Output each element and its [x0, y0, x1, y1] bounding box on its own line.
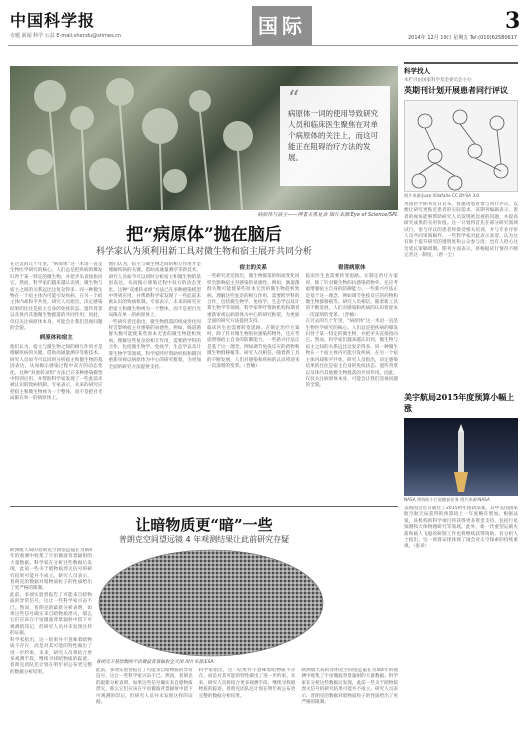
map-caption: 普朗克卫星绘制的宇宙微波背景辐射全天图 图片来源:ESA	[96, 660, 214, 665]
body-text: 一些研究者还指出，微生物群落的组成变化同样会影响宿主对感染的易感性。例如，肠道菌群失衡可能使某些原本无害的微生物趁机致病。理解这些复杂的相互作用，需要跨学科的合作，包括微生物学、免疫学、生态学以及计算生物学等领域。科学家呼吁资助机构和期刊重新审视以病原体为中心的研究框架，为更加全面的研究方法提供支持。	[108, 319, 201, 370]
sidebar-text-1: 英国医学期刊近日宣布，将邀请患者参与同行评议，以便让研究更贴近患者的实际需求。该期刊编辑表示，患者的视角能够帮助研究人员发现被忽视的问题，并提高研究成果的实用价值。这一计划将首先在部分研究领域试行。参与评议的患者将接受相关培训，并与专业评审人员共同审阅稿件。一些科学家对此表示欢迎，认为这有助于提升研究的透明度和公众参与度；也有人担心这会延长审稿周期。期刊方面表示，将根据试行情况不断完善这一制度。（唐一尘）	[404, 202, 518, 259]
masthead-subtitle: 专题 新闻 科学 公益 E-mail:shendu@stimes.cn	[10, 33, 122, 39]
body-text: 科学家指出，这一结果并不意味着暗物质不存在，而是对其可能的特性做出了进一步约束。未来，研究人员将结合更多观测手段，继续寻找暗物质的踪迹。普朗克团队还计划在明年初公布更完整的数据分析结果。	[198, 668, 296, 699]
peer-review-illustration	[404, 100, 518, 192]
sidebar-caption-1: 图片来源:Juan Villafañe CC BY-SA 3.0	[404, 193, 480, 198]
cmb-sky-map	[96, 548, 326, 658]
sidebar-kicker: 本栏目由国家科学基金委员会主办	[404, 78, 472, 83]
sidebar-headline-2: 美宇航局2015年度预算小幅上涨	[404, 392, 515, 413]
body-text: 临床医生也需要转变思路。在制定治疗方案时，除了针对微生物的抗感染药物外，还应考虑增强宿主自身的防御能力。一些新兴疗法正是基于这一理念，例如调节免疫反应的药物和微生物群移植等。研究人员相信，随着新工具的不断发展，人们对感染和疾病的认识将迎来一次深刻的变革。（晋楠）	[207, 325, 300, 370]
article2-column-1	[10, 548, 92, 742]
article1-column-4	[306, 262, 399, 500]
pull-quote	[280, 86, 390, 186]
body-text: 此前，多项实验曾报告了可能来自暗物质的异常信号，这让一些科学家兴奋不已。然而，普朗克的最新分析表明，如果这些信号确实来自暗物质湮灭，那么它们应该在宇宙微波背景辐射中留下可观测的印记，但研究人员并未发现这样的证据。	[10, 592, 92, 637]
pathogen-photo	[10, 66, 398, 210]
body-text: 科学家指出，这一结果并不意味着暗物质不存在，而是对其可能的特性做出了进一步约束。未来，研究人员将结合更多观测手段，继续寻找暗物质的踪迹。普朗克团队还计划在明年初公布更完整的数据分析结果。	[10, 637, 92, 675]
people-network-icon	[405, 101, 518, 192]
article1-column-3	[207, 262, 300, 500]
masthead	[8, 6, 521, 46]
sidebar-headline-1: 英期刊计划开展患者同行评议	[404, 85, 508, 95]
article2-headline: 让暗物质更“暗”一些	[135, 516, 273, 534]
article2-column-2	[96, 668, 193, 742]
sidebar-section-title: 科学找人	[404, 62, 518, 75]
article-headline: 把“病原体”抛在脑后	[126, 225, 282, 245]
body-text: 在过去的几十年里，“病原体”这一术语一直是生物医学研究的核心。人们总是把疾病的爆发归咎于某一特定的微生物，并把矛头直接指向它。然而，科学家们越来越认识到，微生物与宿主之间的关系远比这复杂得多。同一种微生物在一个宿主体内可能引发疾病，在另一个宿主体内却和平共处。研究人员指出，决定感染结果的往往是宿主自身的免疫状态、遗传背景以及体内其他微生物群落的共同作用。因此，仅仅关注病原体本身，可能会让我们忽视问题的全貌。	[305, 319, 398, 389]
sidebar-text-2: 美国国会近日通过了2015财年拨款法案，其中美国国家航空航天局获得的预算较上一年度略有增加。根据法案，该机构的科学项目将获得更多资金支持，包括行星探测和天体物理研究等领域。此外，新一代重型运载火箭和载人飞船的研制工作也将继续获得资助。有分析人士指出，这一预算安排体现了国会对太空探索的持续重视。（张章）	[404, 506, 518, 550]
article2-column-3	[199, 668, 296, 742]
section-subheading: 看清病原体	[337, 265, 366, 271]
sidebar	[404, 62, 518, 742]
article1-column-1	[10, 262, 103, 500]
section-subheading: 宿主的关系	[239, 265, 267, 271]
article1-column-2	[109, 262, 202, 500]
article2-column-4	[301, 668, 398, 742]
newspaper-logo: 中国科学报	[10, 11, 96, 30]
sidebar-caption-2: NASA 将资助小行星捕获任务 图片来源:NASA	[404, 497, 490, 502]
section-subheading: 病原体和宿主	[39, 335, 73, 342]
article2-subheadline: 普朗克空间望远镜 4 年观测结果让此前研究存疑	[118, 535, 290, 544]
body-text: 此前，多项实验曾报告了可能来自暗物质的异常信号，这让一些科学家兴奋不已。然而，普朗克的最新分析表明，如果这些信号确实来自暗物质湮灭，那么它们应该在宇宙微波背景辐射中留下可观测的印记，但研究人员并未发现这样的证据。	[96, 668, 193, 706]
body-text: 在过去的几十年里，“病原体”这一术语一直是生物医学研究的核心。人们总是把疾病的爆发归咎于某一特定的微生物，并把矛头直接指向它。然而，科学家们越来越认识到，微生物与宿主之间的关系远比这复杂得多。同一种微生物在一个宿主体内可能引发疾病，在另一个宿主体内却和平共处。研究人员指出，决定感染结果的往往是宿主自身的免疫状态、遗传背景以及体内其他微生物群落的共同作用。因此，仅仅关注病原体本身，可能会让我们忽视问题的全貌。	[10, 262, 103, 332]
rocket-icon	[404, 418, 518, 496]
body-text: 他们认为，宿主与微生物之间的相互作用才是理解疾病的关键。借助高通量测序等新技术，研究人员如今可以同时分析宿主和微生物的基因表达，从而揭示感染过程中双方的动态变化。这种“双重转录组”方法已在多种感染模型中得到应用，并帮助科学家发现了一些此前未被认识的致病机制。专家表示，未来的研究应把宿主和微生物视为一个整体，而不是把目光局限在单一的病原体上。	[10, 344, 103, 402]
body-text: 他们认为，宿主与微生物之间的相互作用才是理解疾病的关键。借助高通量测序等新技术，研究人员如今可以同时分析宿主和微生物的基因表达，从而揭示感染过程中双方的动态变化。这种“双重转录组”方法已在多种感染模型中得到应用，并帮助科学家发现了一些此前未被认识的致病机制。专家表示，未来的研究应把宿主和微生物视为一个整体，而不是把目光局限在单一的病原体上。	[108, 262, 201, 319]
rocket-launch-photo	[404, 418, 518, 496]
article2-left-column	[10, 548, 92, 742]
body-text: 欧洲航天局的普朗克空间望远镜在为期4年的观测中收集了宇宙微波背景辐射的大量数据。科学家在分析这些数据后发现，此前一些关于暗物质湮灭信号的研究结果可能并不成立。研究人员表示，普朗克的数据对暗物质粒子的性质给出了更严格的限制。	[301, 668, 399, 706]
page-date: 2014年 12月 19日 星期五 Tel:(010)62580617	[408, 35, 518, 41]
quote-mark-icon: “	[288, 87, 300, 112]
article-subheadline: 科学家认为须利用新工具对微生物和宿主展开共同分析	[95, 247, 312, 257]
page-number: 3	[505, 8, 521, 34]
article2-body	[96, 668, 398, 742]
section-tab: 国际	[252, 6, 312, 46]
pull-quote-text: 病原体一词的使用导致研究人员和临床医生聚焦在对单个病原体的关注上，而这可能正在阻碍治疗方法的发展。	[288, 109, 378, 162]
article-divider	[10, 506, 398, 507]
body-text: 临床医生也需要转变思路。在制定治疗方案时，除了针对微生物的抗感染药物外，还应考虑增强宿主自身的防御能力。一些新兴疗法正是基于这一理念，例如调节免疫反应的药物和微生物群移植等。研究人员相信，随着新工具的不断发展，人们对感染和疾病的认识将迎来一次深刻的变革。（晋楠）	[305, 274, 398, 318]
body-text: 一些研究者还指出，微生物群落的组成变化同样会影响宿主对感染的易感性。例如，肠道菌群失衡可能使某些原本无害的微生物趁机致病。理解这些复杂的相互作用，需要跨学科的合作，包括微生物学、免疫学、生态学以及计算生物学等领域。科学家呼吁资助机构和期刊重新审视以病原体为中心的研究框架，为更加全面的研究方法提供支持。	[207, 274, 300, 325]
body-text: 欧洲航天局的普朗克空间望远镜在为期4年的观测中收集了宇宙微波背景辐射的大量数据。科学家在分析这些数据后发现，此前一些关于暗物质湮灭信号的研究结果可能并不成立。研究人员表示，普朗克的数据对暗物质粒子的性质给出了更严格的限制。	[10, 548, 92, 592]
photo-caption: 病原体与宿主——两者关系复杂 图片来源:Eye of Science/SPL	[257, 212, 398, 218]
article1-body	[10, 262, 398, 500]
